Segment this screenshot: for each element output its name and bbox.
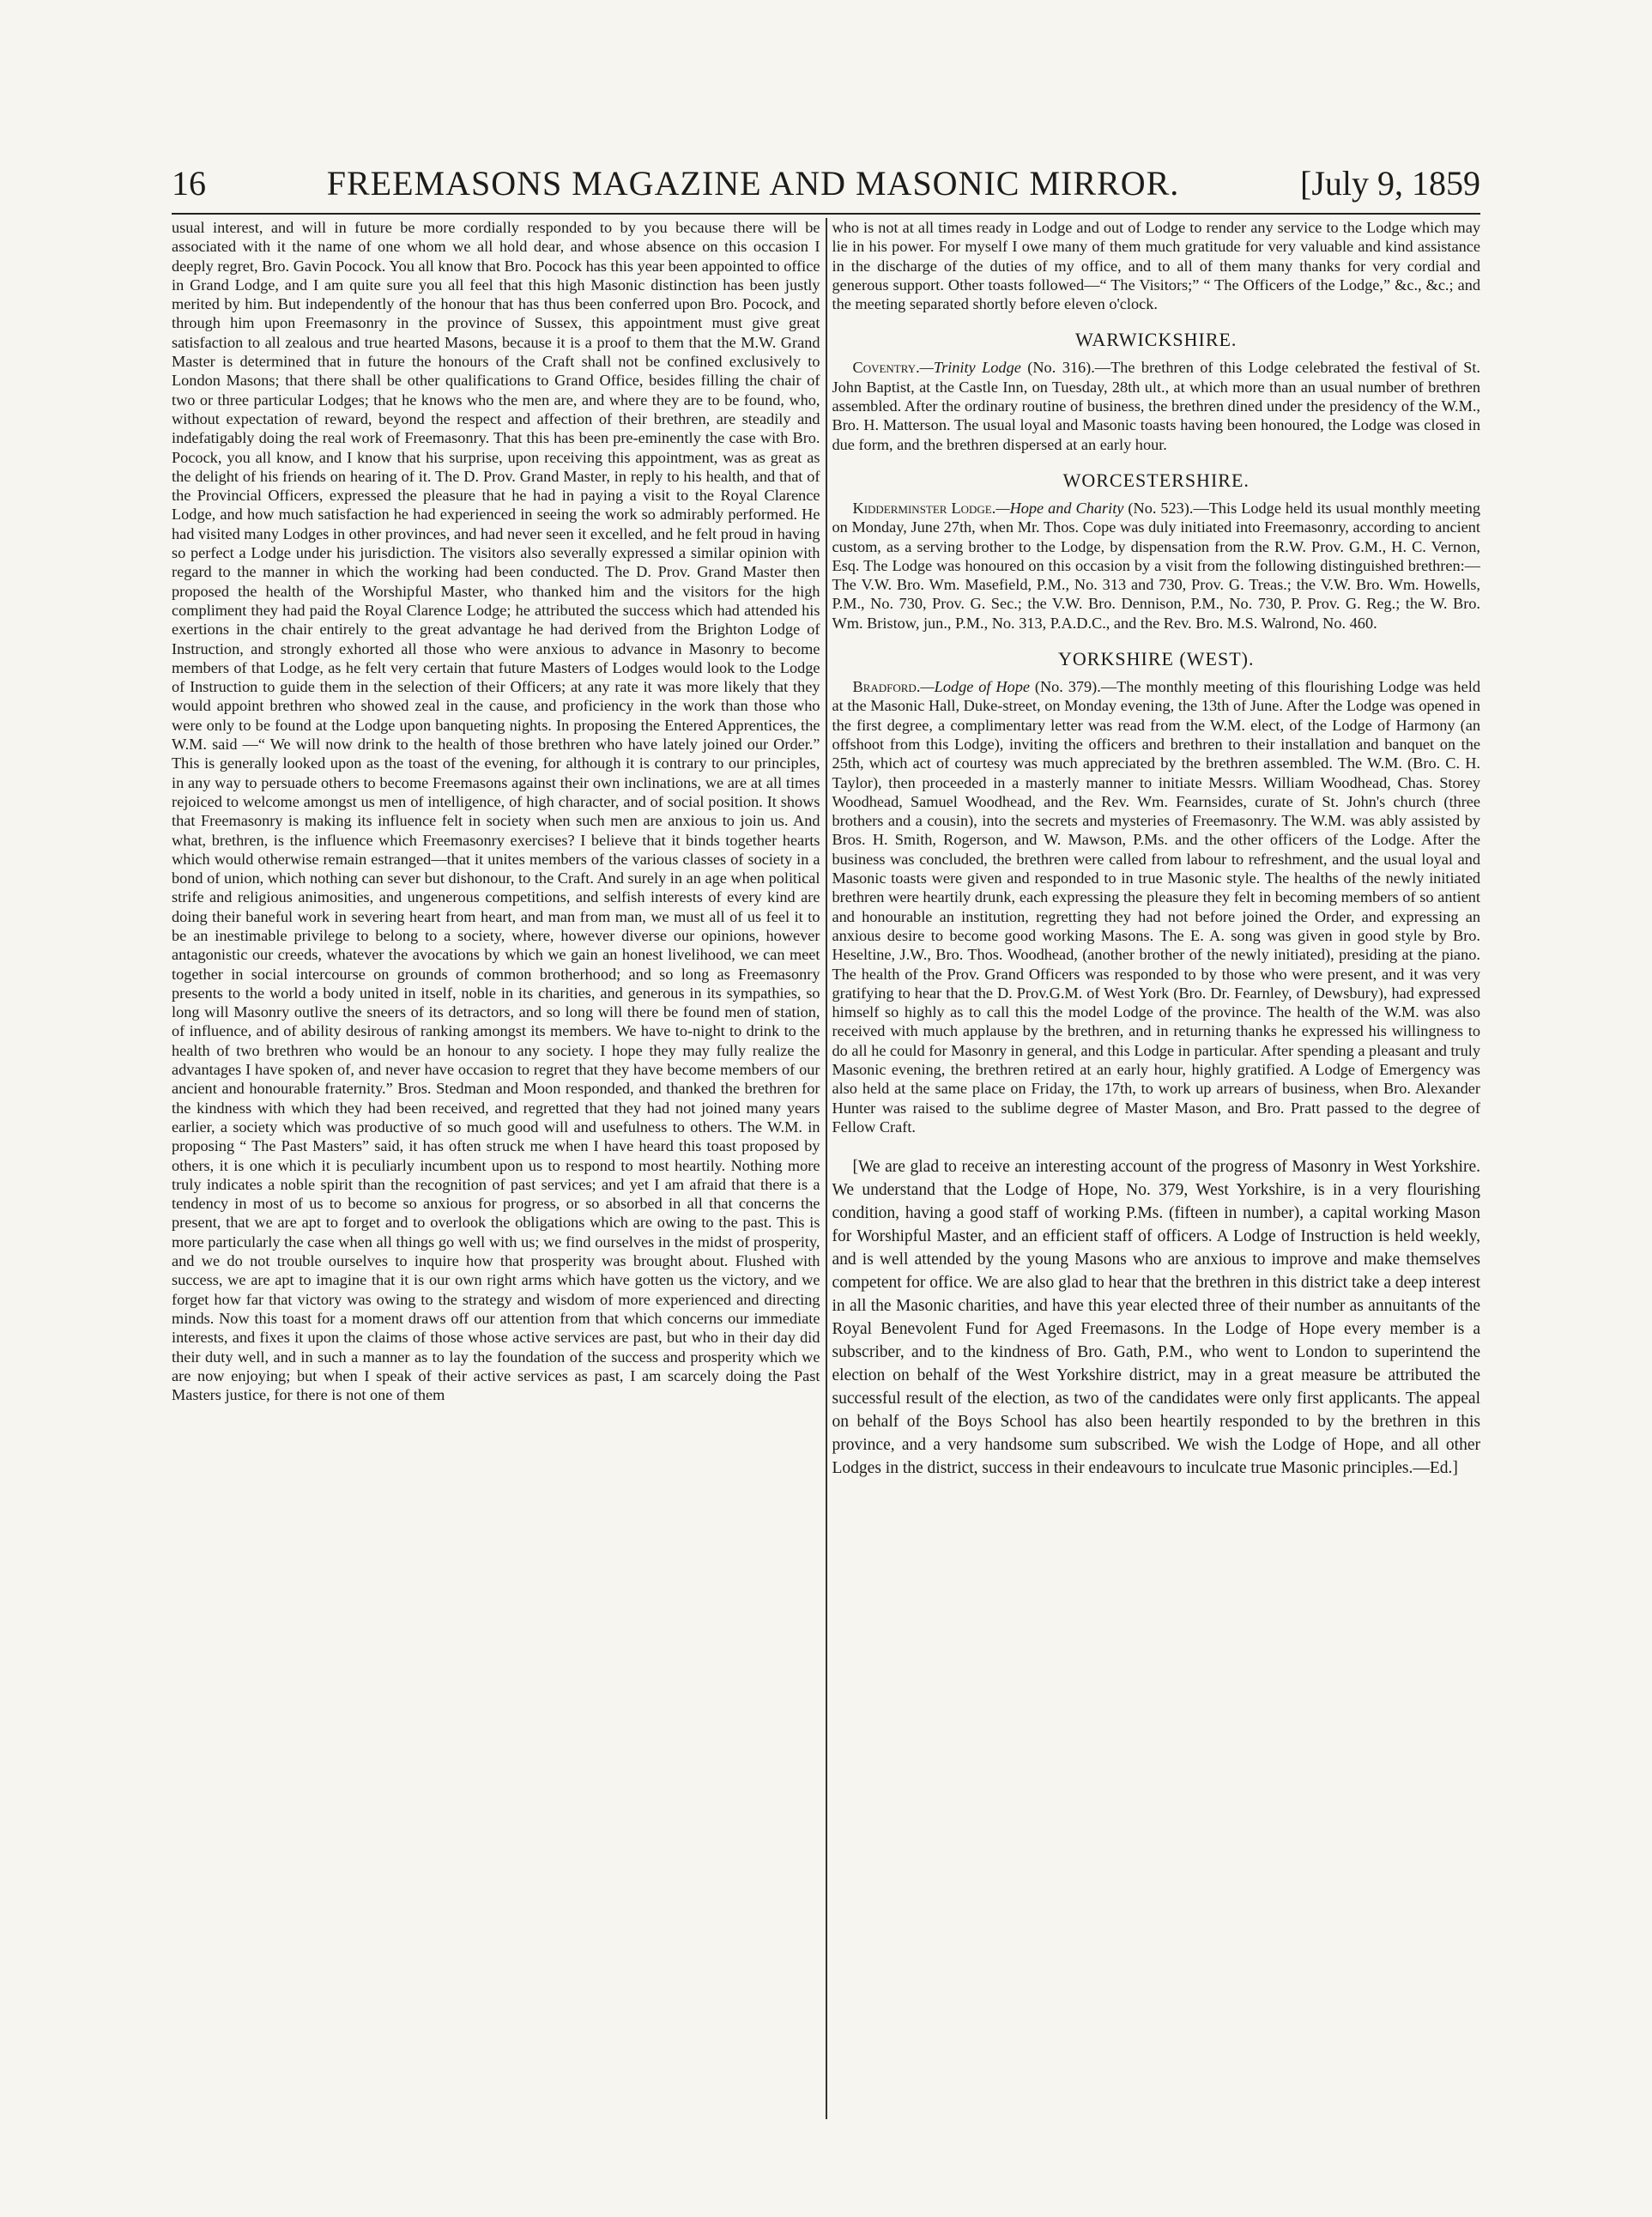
lodge-name: —Lodge of Hope <box>920 678 1030 696</box>
report-text: (No. 316).—The brethren of this Lodge celebrated the festival of St. John Baptist, at the Castle Inn, on Tuesday, 28th ult., at which more than an usual number of brethren assembled. After the ordinary routine of business, the brethren dined under the presidency of the W.M., Bro. H. Matterson. The usual loyal and Masonic toasts having been honoured, the Lodge was closed in due form, and the brethren dispersed at an early hour. <box>832 359 1480 453</box>
page <box>172 163 1480 2189</box>
left-column <box>172 218 826 2189</box>
warwickshire-heading: WARWICKSHIRE. <box>1075 329 1237 351</box>
place-name: Bradford. <box>852 678 921 696</box>
lodge-name: —Hope and Charity <box>995 499 1124 517</box>
worcestershire-report <box>832 499 1481 633</box>
place-name: Kidderminster Lodge. <box>852 499 996 517</box>
yorkshire-west-heading: YORKSHIRE (WEST). <box>1058 648 1255 670</box>
left-column-text: usual interest, and will in future be more cordially responded to by you because there will be associated with it the name of one whom we all hold dear, and whose absence on this occasion I deeply regret, Bro. Gavin Pocock. You all know that Bro. Pocock has this year been appointed to office in Grand Lodge, and I am quite sure you all feel that this high Masonic distinction has been justly merited by him. But independently of the honour that has thus been conferred upon Bro. Pocock, and through him upon Freemasonry in the province of Sussex, this appointment must give great satisfaction to all zealous and true hearted Masons, because it is a proof to them that the M.W. Grand Master is determined that in future the honours of the Craft shall not be confined exclusively to London Masons; that there shall be other qualifications to Grand Office, besides filling the chair of two or three particular Lodges; that he knows who the men are, and where they are to be found, who, without expectation of reward, beyond the respect and affection of their brethren, are steadily and indefatigably doing the real work of Freemasonry. That this has been pre-eminently the case with Bro. Pocock, you all know, and I know that his surprise, upon receiving this appointment, was as great as the delight of his friends on hearing of it. The D. Prov. Grand Master, in reply to his health, and that of the Provincial Officers, expressed the pleasure that he had in paying a visit to the Royal Clarence Lodge, and how much satisfaction he had experienced in seeing the work so admirably performed. He had visited many Lodges in other provinces, and had never seen it excelled, and he felt proud in having so perfect a Lodge under his jurisdiction. The visitors also severally expressed a similar opinion with regard to the manner in which the working had been conducted. The D. Prov. Grand Master then proposed the health of the Worshipful Master, who thanked him and the visitors for the high compliment they had paid the Royal Clarence Lodge; he attributed the success which had attended his exertions in the chair entirely to the great advantage he had derived from the Brighton Lodge of Instruction, and strongly exhorted all those who were anxious to advance in Masonry to become members of that Lodge, as he felt very certain that future Masters of Lodges would look to the Lodge of Instruction to guide them in the selection of their Officers; at any rate it was more likely that they would appoint brethren who showed zeal in the cause, and proficiency in the work than those who were only to be found at the Lodge upon banqueting nights. In proposing the Entered Apprentices, the W.M. said —“ We will now drink to the health of those brethren who have lately joined our Order.” This is generally looked upon as the toast of the evening, for although it is contrary to our principles, in any way to persuade others to become Freemasons against their own inclinations, we are at all times rejoiced to welcome amongst us men of intelligence, of high character, and of social position. It shows that Freemasonry is making its influence felt in society when such men are anxious to join us. And what, brethren, is the influence which Freemasonry exercises? I believe that it binds together hearts which would otherwise remain estranged—that it unites members of the various classes of society in a bond of union, which nothing can sever but dishonour, to the Craft. And surely in an age when political strife and religious animosities, and ungenerous competitions, and selfish interests of every kind are doing their baneful work in severing heart from heart, and man from man, we must all of us feel it to be an inestimable privilege to belong to a society, where, however diverse our opinions, however antagonistic our creeds, whatever the avocations by which we gain an honest livelihood, we can meet together in social intercourse on grounds of common brotherhood; and so long as Freemasonry presents to the world a body united in itself, noble in its charities, and generous in its sympathies, so long will Masonry outlive the sneers of its detractors, and so long will there be found men of station, of influence, and of ability desirous of ranking amongst its members. We have to-night to drink to the health of two brethren who would be an honour to any society. I hope they may fully realize the advantages I have spoken of, and never have occasion to regret that they have become members of our ancient and honourable fraternity.” Bros. Stedman and Moon responded, and thanked the brethren for the kindness with which they had been received, and regretted that they had not joined many years earlier, a society which was productive of so much good will and usefulness to others. The W.M. in proposing “ The Past Masters” said, it has often struck me when I have heard this toast proposed by others, it is one which it is peculiarly incumbent upon us to respond to most heartily. Nothing more truly indicates a noble spirit than the recognition of past services; and yet I am afraid that there is a tendency in most of us to become so anxious for progress, or so absorbed in all that concerns the present, that we are apt to forget and to overlook the obligations which are owing to the past. This is more particularly the case when all things go well with us; we find ourselves in the midst of prosperity, and we do not trouble ourselves to inquire how that prosperity was brought about. Flushed with success, we are apt to imagine that it is our own right arms which have gotten us the victory, and we forget how far that victory was owing to the strategy and wisdom of more experienced and directing minds. Now this toast for a moment draws off our attention from that which concerns our immediate interests, and fixes it upon the claims of those whose active services are past, but who in their day did their duty well, and in such a manner as to lay the foundation of the success and prosperity which we are now enjoying; but when I speak of their active services as past, I am scarcely doing the Past Masters justice, for there is not one of them <box>172 219 820 1404</box>
lodge-name: —Trinity Lodge <box>919 359 1021 377</box>
report-text: (No. 379).—The monthly meeting of this flourishing Lodge was held at the Masonic Hall, Duke-street, on Monday evening, the 13th of June. After the Lodge was opened in the first degree, a complimentary letter was read from the W.M. elect, of the Lodge of Harmony (an offshoot from this Lodge), inviting the officers and brethren to their installation and banquet on the 25th, which act of courtesy was much appreciated by the brethren assembled. The W.M. (Bro. C. H. Taylor), then proceeded in a masterly manner to initiate Messrs. William Woodhead, Chas. Storey Woodhead, Samuel Woodhead, and the Rev. Wm. Fearnsides, curate of St. John's church (three brothers and a cousin), into the secrets and mysteries of Freemasonry. The W.M. was ably assisted by Bros. H. Smith, Rogerson, and W. Mawson, P.Ms. and the other officers of the Lodge. After the business was concluded, the brethren were called from labour to refreshment, and the usual loyal and Masonic toasts were given and responded to in true Masonic style. The healths of the newly initiated brethren were heartily drunk, each expressing the pleasure they felt in becoming members of so antient and honourable an institution, regretting they had not before joined the Order, and expressing an anxious desire to become good working Masons. The E. A. song was given in good style by Bro. Heseltine, J.W., Bro. Thos. Woodhead, (another brother of the newly initiated), presiding at the piano. The health of the Prov. Grand Officers was responded to by those who were present, and it was very gratifying to hear that the D. Prov.G.M. of West York (Bro. Dr. Fearnley, of Dewsbury), had expressed himself so highly as to call this the model Lodge of the province. The health of the W.M. was also received with much applause by the brethren, and in returning thanks he expressed his willingness to do all he could for Masonry in general, and this Lodge in particular. After spending a pleasant and truly Masonic evening, the brethren retired at an early hour, highly gratified. A Lodge of Emergency was also held at the same place on Friday, the 17th, to work up arrears of business, when Bro. Alexander Hunter was raised to the sublime degree of Master Mason, and Bro. Pratt passed to the degree of Fellow Craft. <box>832 678 1480 1136</box>
warwickshire-report <box>832 358 1481 453</box>
page-number: 16 <box>172 164 206 203</box>
issue-date: [July 9, 1859 <box>1300 164 1480 203</box>
place-name: Coventry. <box>852 359 920 377</box>
right-column <box>827 218 1481 2189</box>
worcestershire-heading: WORCESTERSHIRE. <box>1062 469 1250 491</box>
report-text: (No. 523).—This Lodge held its usual monthly meeting on Monday, June 27th, when Mr. Thos. Cope was duly initiated into Freemasonry, according to ancient custom, as a serving brother to the Lodge, by dispensation from the R.W. Prov. G.M., H. C. Vernon, Esq. The Lodge was honoured on this occasion by a visit from the following distinguished brethren:—The V.W. Bro. Wm. Masefield, P.M., No. 313 and 730, Prov. G. Treas.; the V.W. Bro. Wm. Howells, P.M., No. 730, Prov. G. Sec.; the V.W. Bro. Dennison, P.M., No. 730, P. Prov. G. Reg.; the W. Bro. Wm. Bristow, jun., P.M., No. 313, P.A.D.C., and the Rev. Bro. M.S. Walrond, No. 460. <box>832 499 1480 632</box>
yorkshire-west-report <box>832 677 1481 1136</box>
editor-note <box>832 1155 1481 1480</box>
page-header <box>172 163 1480 215</box>
article-columns <box>172 218 1480 2189</box>
magazine-title: FREEMASONS MAGAZINE AND MASONIC MIRROR. <box>326 164 1180 203</box>
continued-text: who is not at all times ready in Lodge and out of Lodge to render any service to the Lodge which may lie in his power. For myself I owe many of them much gratitude for very valuable and kind assistance in the discharge of the duties of my office, and to all of them many thanks for very cordial and generous support. Other toasts followed—“ The Visitors;” “ The Officers of the Lodge,” &c., &c.; and the meeting separated shortly before eleven o'clock. <box>832 219 1480 313</box>
editor-note-text: [We are glad to receive an interesting account of the progress of Masonry in West Yorkshire. We understand that the Lodge of Hope, No. 379, West Yorkshire, is in a very flourishing condition, having a good staff of working P.Ms. (fifteen in number), a capital working Mason for Worshipful Master, and an efficient staff of officers. A Lodge of Instruction is held weekly, and is well attended by the young Masons who are anxious to improve and make themselves competent for office. We are also glad to hear that the brethren in this district take a deep interest in all the Masonic charities, and have this year elected three of their number as annuitants of the Royal Benevolent Fund for Aged Freemasons. In the Lodge of Hope every member is a subscriber, and to the kindness of Bro. Gath, P.M., who went to London to superintend the election on behalf of the West Yorkshire district, may in a great measure be attributed the successful result of the election, as two of the candidates were only first applicants. The appeal on behalf of the Boys School has also been heartily responded to by the brethren in this province, and a very handsome sum subscribed. We wish the Lodge of Hope, and all other Lodges in the district, success in their endeavours to inculcate true Masonic principles.—Ed.] <box>832 1158 1480 1478</box>
